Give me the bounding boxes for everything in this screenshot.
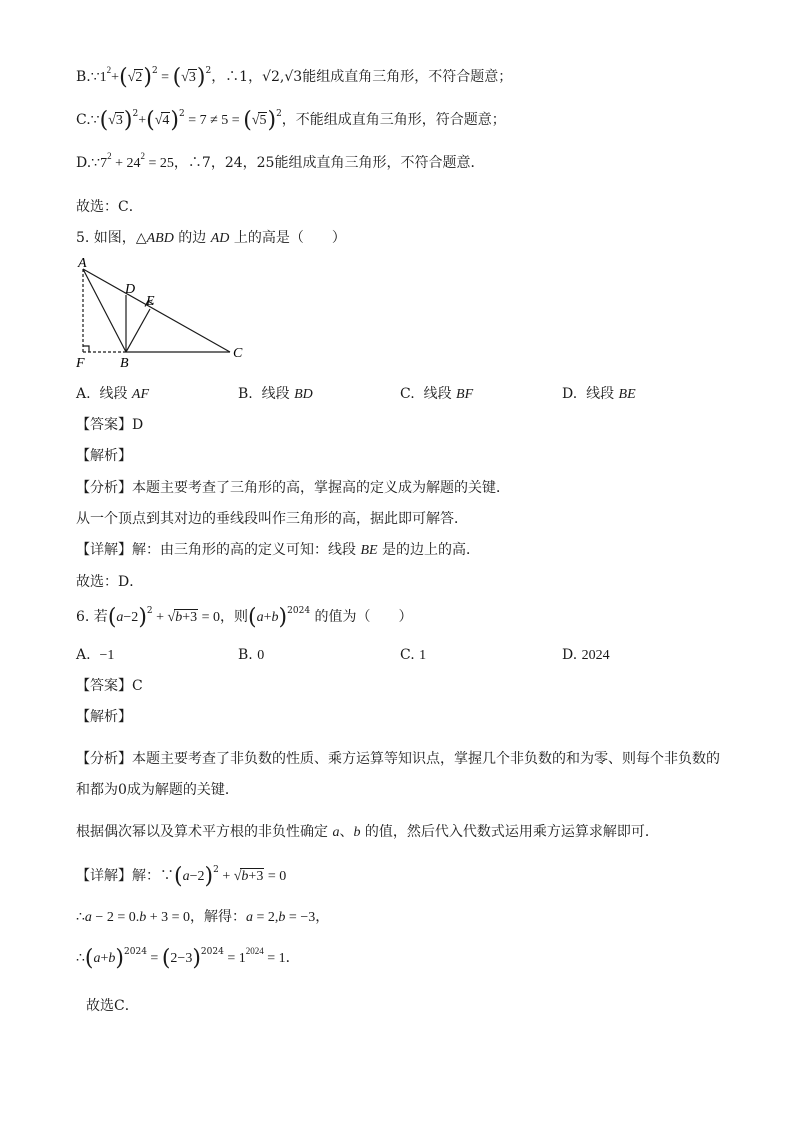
option-b-text: ，∴1，√2,√3能组成直角三角形，不符合题意；: [211, 69, 513, 85]
q5-final: 故选：D．: [76, 574, 144, 590]
q6-choice-b[interactable]: B. 0: [238, 647, 265, 663]
q5-fenxi: 【分析】本题主要考查了三角形的高，掌握高的定义成为解题的关键．: [76, 480, 510, 496]
label-e: E: [146, 294, 155, 309]
q6-step2: $\therefore(a+b)^{2024} = (2-3)^{2024} = 1^{2024} = 1$．: [76, 946, 300, 971]
q6-choice-d[interactable]: D. 2024: [562, 647, 610, 663]
q5-choice-a[interactable]: A. 线段 AF: [76, 386, 150, 402]
option-c-reasoning: $C.\because(√3)^2+(√4)^2 = 7 \ne 5 = (√5)^2$，不能组成直角三角形，符合题意；: [76, 108, 506, 133]
option-d-reasoning: $D.\because 7^2 + 24^2 = 25$，∴7，24，25能组成直角三角形，不符合题意．: [76, 151, 485, 171]
q4-final-answer: 故选：C．: [76, 199, 143, 215]
option-d-text: ，∴7，24，25能组成直角三角形，不符合题意．: [173, 155, 485, 171]
q5-jiexi: 【解析】: [76, 448, 132, 464]
q5-answer: 【答案】D: [76, 417, 144, 433]
option-b-reasoning: $B.\because 1^2+(√2)^2 = (√3)^2$，∴1，√2,√3能组成直角三角形，不符合题意；: [76, 65, 513, 90]
q5-choice-c[interactable]: C. 线段 BF: [400, 386, 474, 402]
label-d: D: [125, 282, 136, 297]
q6-final: 故选C．: [86, 998, 139, 1014]
q6-choice-c[interactable]: C. 1: [400, 647, 427, 663]
label-f: F: [76, 356, 85, 371]
q6-choice-a[interactable]: A. −1: [76, 647, 115, 663]
label-b: B: [120, 356, 129, 371]
q6-fenxi: 【分析】本题主要考查了非负数的性质、乘方运算等知识点，掌握几个非负数的和为零、则每个非负数的: [76, 751, 720, 767]
label-c: C: [233, 346, 243, 361]
q6-xiangjie: 【详解】解：$\because(a-2)^2 + √b+3 = 0$: [76, 864, 287, 889]
q5-fenxi-2: 从一个顶点到其对边的垂线段叫作三角形的高，据此即可解答．: [76, 511, 468, 527]
right-angle-f: [83, 346, 89, 352]
segment-be: [126, 309, 150, 352]
q5-stem: 5. 如图，△ABD 的边 AD 上的高是（ ）: [76, 230, 346, 246]
q5-choice-d[interactable]: D. 线段 BE: [562, 386, 636, 402]
q6-answer: 【答案】C: [76, 678, 143, 694]
q6-step1: ∴a − 2 = 0.b + 3 = 0，解得：a = 2,b = −3，: [76, 909, 330, 925]
label-a: A: [78, 256, 87, 271]
q6-jiexi: 【解析】: [76, 709, 132, 725]
q5-xiangjie: 【详解】解：由三角形的高的定义可知：线段 BE 是的边上的高．: [76, 542, 481, 558]
option-c-text: ，不能组成直角三角形，符合题意；: [281, 112, 506, 128]
q5-choice-b[interactable]: B. 线段 BD: [238, 386, 313, 402]
q5-triangle-figure: [70, 255, 260, 375]
q6-method: 根据偶次幂以及算术平方根的非负性确定 a、b 的值，然后代入代数式运用乘方运算求解即可．: [76, 824, 659, 840]
q6-stem: 6. 若$(a-2)^2 + √b+3 = 0$，则$(a+b)^{2024}$ 的值为（ ）: [76, 605, 413, 630]
q6-fenxi-cont: 和都为0成为解题的关键．: [76, 782, 239, 798]
